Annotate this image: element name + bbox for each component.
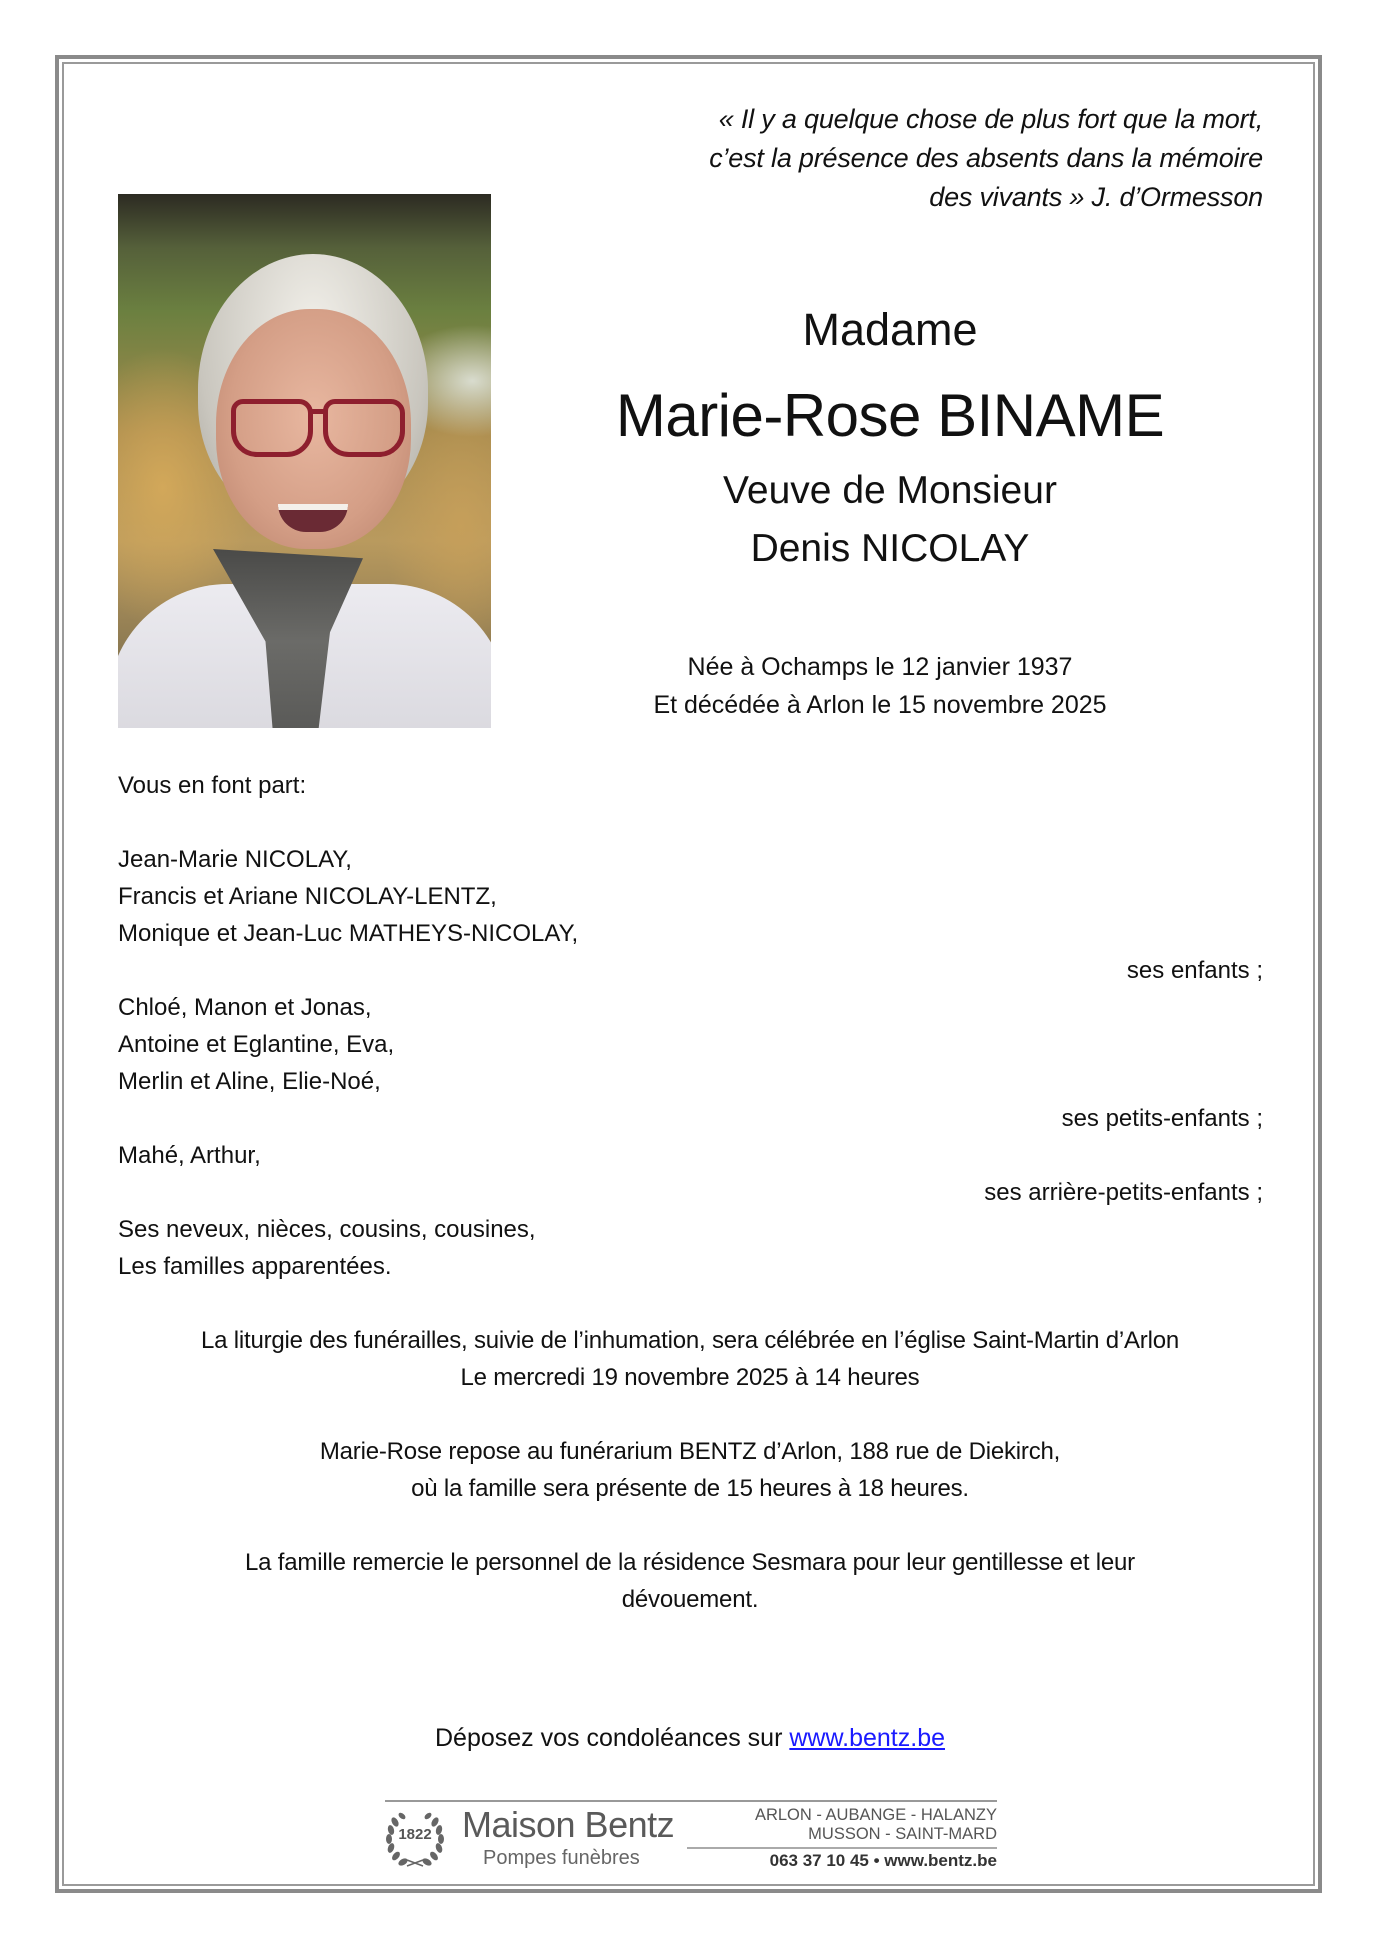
logo-divider bbox=[385, 1800, 997, 1802]
portrait-photo bbox=[118, 194, 491, 728]
branch-line: MUSSON - SAINT-MARD bbox=[808, 1825, 997, 1843]
relation-grandchildren: ses petits-enfants ; bbox=[1061, 1105, 1263, 1132]
ceremony-date: Le mercredi 19 novembre 2025 à 14 heures bbox=[460, 1364, 920, 1391]
relation-great-grandchildren: ses arrière-petits-enfants ; bbox=[984, 1179, 1263, 1206]
family-member: Monique et Jean-Luc MATHEYS-NICOLAY, bbox=[118, 920, 579, 947]
quote-line: des vivants » J. d’Ormesson bbox=[929, 182, 1263, 212]
extended-family-list bbox=[118, 1211, 536, 1285]
birth-line: Née à Ochamps le 12 janvier 1937 bbox=[687, 653, 1073, 681]
brand-subtitle: Pompes funèbres bbox=[483, 1847, 640, 1869]
grandchildren-list bbox=[118, 989, 394, 1100]
condolences-line bbox=[100, 1720, 1280, 1756]
deceased-name: Marie-Rose BINAME bbox=[615, 382, 1165, 449]
honorific: Madame bbox=[802, 304, 978, 355]
epigraph-quote bbox=[543, 100, 1263, 217]
logo-underline bbox=[687, 1847, 997, 1849]
funeral-home-logo bbox=[385, 1798, 997, 1878]
photo-glasses-left bbox=[231, 399, 313, 457]
ceremony-line: La liturgie des funérailles, suivie de l’inhumation, sera célébrée en l’église Saint-Martin d’Arlon bbox=[200, 1327, 1180, 1354]
ceremony-info bbox=[100, 1322, 1280, 1396]
family-member: Francis et Ariane NICOLAY-LENTZ, bbox=[118, 883, 497, 910]
founding-year: 1822 bbox=[398, 1826, 432, 1843]
photo-glasses-bridge bbox=[308, 409, 326, 414]
family-member: Chloé, Manon et Jonas, bbox=[118, 994, 372, 1021]
branch-line: ARLON - AUBANGE - HALANZY bbox=[754, 1806, 997, 1824]
quote-line: c’est la présence des absents dans la mémoire bbox=[709, 143, 1263, 173]
spouse-name: Denis NICOLAY bbox=[750, 527, 1030, 570]
family-member: Merlin et Aline, Elie-Noé, bbox=[118, 1068, 381, 1095]
contact-info: 063 37 10 45 • www.bentz.be bbox=[769, 1851, 997, 1870]
life-dates bbox=[600, 648, 1160, 724]
brand-name: Maison Bentz bbox=[462, 1804, 675, 1845]
family-member: Ses neveux, nièces, cousins, cousines, bbox=[118, 1216, 536, 1243]
family-member: Antoine et Eglantine, Eva, bbox=[118, 1031, 395, 1058]
condolences-link[interactable]: www.bentz.be bbox=[789, 1724, 945, 1752]
thanks-note bbox=[100, 1544, 1280, 1618]
condolences-text: Déposez vos condoléances sur bbox=[434, 1724, 790, 1752]
great-grandchildren-list bbox=[118, 1137, 261, 1174]
announcement-intro: Vous en font part: bbox=[118, 772, 307, 799]
thanks-line: dévouement. bbox=[621, 1586, 759, 1613]
death-line: Et décédée à Arlon le 15 novembre 2025 bbox=[653, 691, 1107, 719]
quote-line: « Il y a quelque chose de plus fort que la mort, bbox=[718, 104, 1263, 134]
children-list bbox=[118, 841, 578, 952]
visitation-line: Marie-Rose repose au funérarium BENTZ d’Arlon, 188 rue de Diekirch, bbox=[319, 1438, 1061, 1465]
branch-locations bbox=[755, 1806, 997, 1844]
family-member: Les familles apparentées. bbox=[118, 1253, 392, 1280]
relation-children: ses enfants ; bbox=[1126, 957, 1263, 984]
thanks-line: La famille remercie le personnel de la résidence Sesmara pour leur gentillesse et leur bbox=[245, 1549, 1135, 1576]
photo-glasses-right bbox=[323, 399, 405, 457]
family-member: Jean-Marie NICOLAY, bbox=[118, 846, 352, 873]
family-member: Mahé, Arthur, bbox=[118, 1142, 261, 1169]
visitation-info bbox=[100, 1433, 1280, 1507]
visitation-hours: où la famille sera présente de 15 heures à 18 heures. bbox=[411, 1475, 969, 1502]
widow-line: Veuve de Monsieur bbox=[723, 469, 1057, 512]
